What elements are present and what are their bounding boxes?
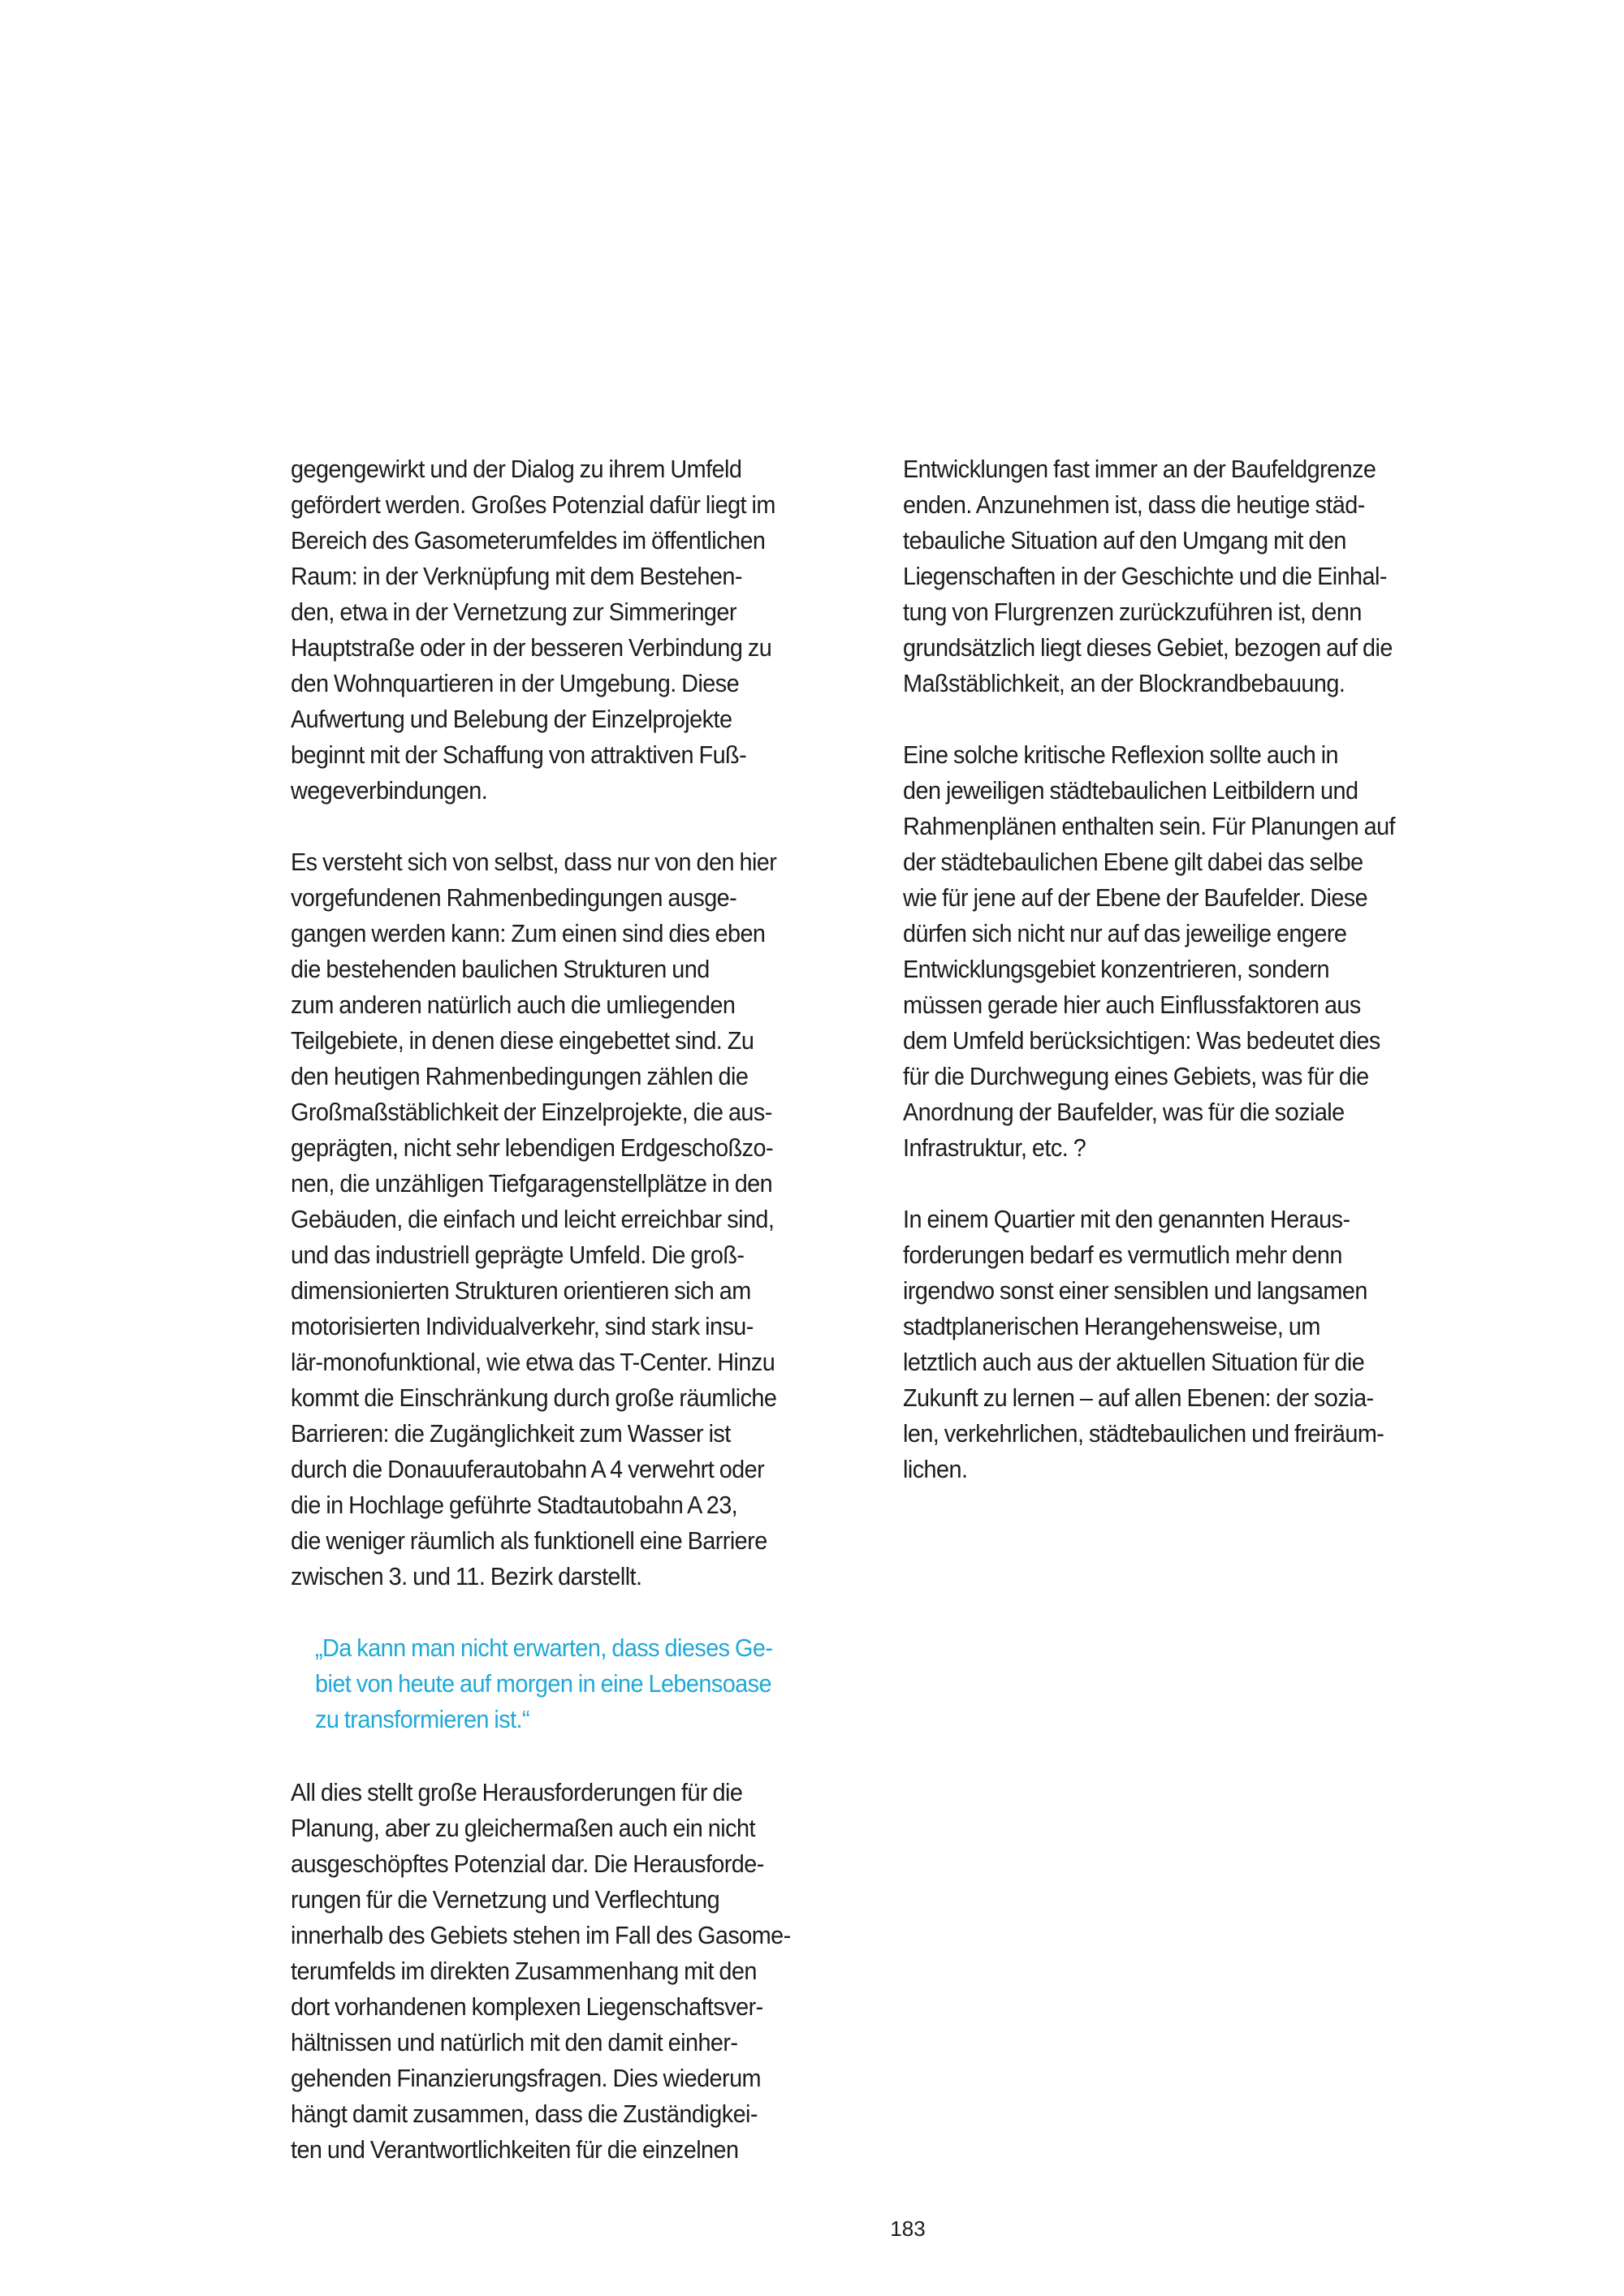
text-line: gegengewirkt und der Dialog zu ihrem Umfeld [291,455,742,483]
text-line: und das industriell geprägte Umfeld. Die groß- [291,1241,745,1269]
text-line: die weniger räumlich als funktionell eine Barriere [291,1526,767,1555]
text-line: Planung, aber zu gleichermaßen auch ein nicht [291,1814,755,1842]
text-line: grundsätzlich liegt dieses Gebiet, bezogen auf die [903,633,1393,662]
body-paragraph [291,844,908,1595]
text-line: lär-monofunktional, wie etwa das T-Center. Hinzu [291,1348,775,1376]
body-paragraph [903,451,1520,701]
text-line: wie für jene auf der Ebene der Baufelder. Diese [903,883,1368,912]
body-paragraph [291,1775,908,2168]
text-line: dürfen sich nicht nur auf das jeweilige engere [903,919,1347,947]
text-line: Gebäuden, die einfach und leicht erreichbar sind, [291,1205,775,1233]
text-line: Barrieren: die Zugänglichkeit zum Wasser ist [291,1419,731,1448]
text-line: Es versteht sich von selbst, dass nur von den hier [291,848,777,876]
text-line: zwischen 3. und 11. Bezirk darstellt. [291,1562,642,1590]
text-line: All dies stellt große Herausforderungen für die [291,1778,743,1806]
text-line: lichen. [903,1455,968,1483]
text-line: Eine solche kritische Reflexion sollte auch in [903,740,1339,769]
text-line: len, verkehrlichen, städtebaulichen und freiräum- [903,1419,1384,1448]
body-paragraph [291,451,908,809]
text-line: biet von heute auf morgen in eine Lebensoase [315,1669,771,1698]
text-line: innerhalb des Gebiets stehen im Fall des Gasome- [291,1921,791,1949]
text-line: tebauliche Situation auf den Umgang mit den [903,526,1346,555]
text-line: gehenden Finanzierungsfragen. Dies wiederum [291,2064,762,2092]
text-line: für die Durchwegung eines Gebiets, was für die [903,1062,1369,1090]
text-line: Bereich des Gasometerumfeldes im öffentlichen [291,526,766,555]
text-line: stadtplanerischen Herangehensweise, um [903,1312,1320,1340]
text-line: Infrastruktur, etc. ? [903,1133,1086,1162]
text-line: hängt damit zusammen, dass die Zuständigkei- [291,2100,758,2128]
text-line: Maßstäblichkeit, an der Blockrandbebauung. [903,669,1345,697]
text-line: wegeverbindungen. [291,776,488,805]
text-line: Anordnung der Baufelder, was für die soziale [903,1098,1345,1126]
text-line: beginnt mit der Schaffung von attraktiven Fuß- [291,740,747,769]
text-line: forderungen bedarf es vermutlich mehr denn [903,1241,1342,1269]
text-line: zum anderen natürlich auch die umliegenden [291,990,736,1019]
text-line: Aufwertung und Belebung der Einzelprojekte [291,705,732,733]
text-line: Hauptstraße oder in der besseren Verbindung zu [291,633,772,662]
text-line: die bestehenden baulichen Strukturen und [291,955,710,983]
text-line: motorisierten Individualverkehr, sind stark insu- [291,1312,754,1340]
text-line: müssen gerade hier auch Einflussfaktoren aus [903,990,1361,1019]
text-line: die in Hochlage geführte Stadtautobahn A 23, [291,1491,738,1519]
text-line: dimensionierten Strukturen orientieren sich am [291,1276,751,1305]
text-line: terumfelds im direkten Zusammenhang mit den [291,1957,757,1985]
text-line: Liegenschaften in der Geschichte und die Einhal- [903,562,1387,590]
text-line: den jeweiligen städtebaulichen Leitbildern und [903,776,1358,805]
right-text-column [903,451,1520,1523]
text-line: hältnissen und natürlich mit den damit einher- [291,2028,738,2056]
text-line: geprägten, nicht sehr lebendigen Erdgeschoßzo- [291,1133,774,1162]
text-line: dort vorhandenen komplexen Liegenschaftsver- [291,1992,763,2021]
text-line: zu transformieren ist.“ [315,1705,530,1733]
text-line: enden. Anzunehmen ist, dass die heutige städ- [903,490,1365,519]
text-line: gangen werden kann: Zum einen sind dies eben [291,919,766,947]
text-line: „Da kann man nicht erwarten, dass dieses Ge- [315,1634,773,1662]
text-line: rungen für die Vernetzung und Verflechtung [291,1885,720,1914]
text-line: der städtebaulichen Ebene gilt dabei das selbe [903,848,1363,876]
text-line: irgendwo sonst einer sensiblen und langsamen [903,1276,1367,1305]
text-line: ten und Verantwortlichkeiten für die einzelnen [291,2135,739,2164]
text-line: Teilgebiete, in denen diese eingebettet sind. Zu [291,1026,754,1055]
text-line: den Wohnquartieren in der Umgebung. Diese [291,669,740,697]
text-line: durch die Donauuferautobahn A 4 verwehrt oder [291,1455,765,1483]
text-line: den heutigen Rahmenbedingungen zählen die [291,1062,749,1090]
text-line: Zukunft zu lernen – auf allen Ebenen: der sozia- [903,1383,1374,1412]
text-line: nen, die unzähligen Tiefgaragenstellplätze in den [291,1169,773,1198]
text-line: Raum: in der Verknüpfung mit dem Bestehen- [291,562,742,590]
text-line: letztlich auch aus der aktuellen Situation für die [903,1348,1365,1376]
text-line: Entwicklungen fast immer an der Baufeldgrenze [903,455,1376,483]
body-paragraph [903,737,1520,1166]
text-line: vorgefundenen Rahmenbedingungen ausge- [291,883,737,912]
page-number: 183 [890,2216,926,2241]
text-line: Rahmenplänen enthalten sein. Für Planungen auf [903,812,1396,840]
text-line: den, etwa in der Vernetzung zur Simmeringer [291,598,736,626]
body-paragraph [903,1202,1520,1487]
left-text-column [291,451,908,2203]
text-line: kommt die Einschränkung durch große räumliche [291,1383,777,1412]
text-line: Großmaßstäblichkeit der Einzelprojekte, die aus- [291,1098,772,1126]
text-line: gefördert werden. Großes Potenzial dafür liegt im [291,490,775,519]
text-line: In einem Quartier mit den genannten Heraus- [903,1205,1350,1233]
text-line: tung von Flurgrenzen zurückzuführen ist, denn [903,598,1362,626]
pull-quote [315,1630,908,1737]
text-line: ausgeschöpftes Potenzial dar. Die Herausforde- [291,1849,764,1878]
text-line: dem Umfeld berücksichtigen: Was bedeutet dies [903,1026,1380,1055]
text-line: Entwicklungsgebiet konzentrieren, sondern [903,955,1329,983]
